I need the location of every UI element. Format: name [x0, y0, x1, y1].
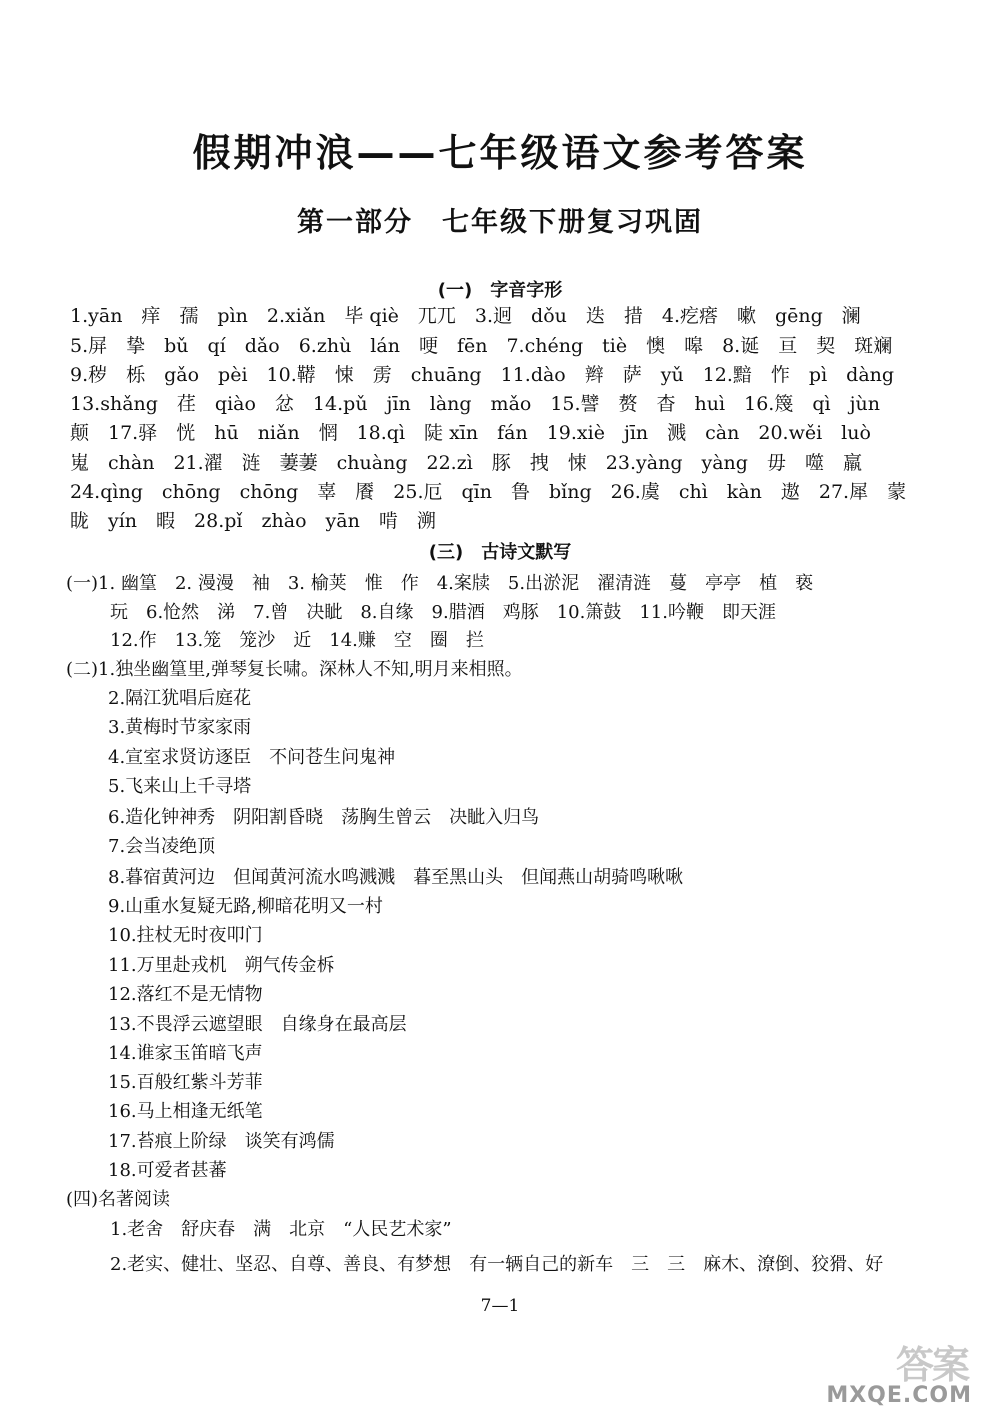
watermark-logo: [812, 1334, 972, 1408]
answer-line: 13.不畏浮云遮望眼 自缘身在最高层: [108, 1014, 407, 1035]
answer-line: 14.谁家玉笛暗飞声: [108, 1043, 263, 1064]
answer-line: 3.黄梅时节家家雨: [108, 717, 252, 738]
answer-line: 8.暮宿黄河边 但闻黄河流水鸣溅溅 暮至黑山头 但闻燕山胡骑鸣啾啾: [108, 867, 684, 888]
answer-line: 11.万里赴戎机 朔气传金柝: [108, 955, 335, 976]
section-heading-poetry: (三) 古诗文默写: [428, 542, 572, 563]
answer-line: 颠 17.驿 恍 hū niǎn 惘 18.qì 陡 xīn fán 19.xiè jīn 溅 càn 20.wěi luò: [70, 422, 871, 444]
answer-line: 眬 yín 暇 28.pǐ zhào yān 啃 溯: [70, 510, 436, 532]
answer-line: 10.拄杖无时夜叩门: [108, 925, 263, 946]
answer-line: 5.飞来山上千寻塔: [108, 776, 252, 797]
answer-line: 12.作 13.笼 笼沙 近 14.赚 空 圈 拦: [110, 630, 484, 651]
answer-line: 嵬 chàn 21.濯 涟 萋萋 chuàng 22.zì 豚 拽 悚 23.yàng yàng 毋 噬 羸: [70, 452, 862, 474]
answer-line: 15.百般红紫斗芳菲: [108, 1072, 263, 1093]
answer-line: 1.老舍 舒庆春 满 北京 “人民艺术家”: [110, 1219, 452, 1240]
answer-line: 9.秽 栎 gǎo pèi 10.鞯 悚 雳 chuāng 11.dào 辫 萨 yǔ 12.黯 怍 pì dàng: [70, 364, 895, 386]
answer-line: 4.宣室求贤访逐臣 不问苍生问鬼神: [108, 747, 396, 768]
answer-line: (一)1. 幽篁 2. 漫漫 袖 3. 榆荚 惟 作 4.案牍 5.出淤泥 濯清涟 蔓 亭亭 植 亵: [66, 573, 814, 594]
watermark-site-text: MXQE.COM: [826, 1383, 972, 1408]
answer-line: 玩 6.怆然 涕 7.曾 决眦 8.自缘 9.腊酒 鸡豚 10.箫鼓 11.吟鞭 即天涯: [110, 602, 776, 623]
page-title: 假期冲浪——七年级语文参考答案: [192, 131, 808, 175]
watermark-big-text: 答案: [895, 1343, 968, 1387]
answer-line: 18.可爱者甚蕃: [108, 1160, 227, 1181]
answer-line: 16.马上相逢无纸笔: [108, 1101, 263, 1122]
answer-line: 24.qìng chōng chōng 辜 餍 25.厄 qīn 鲁 bǐng 26.虞 chì kàn 遨 27.犀 蒙: [70, 481, 907, 503]
answer-line: (二)1.独坐幽篁里,弹琴复长啸。深林人不知,明月来相照。: [66, 659, 523, 680]
answer-line: 5.屏 挚 bǔ qí dǎo 6.zhù lán 哽 fēn 7.chéng tiè 懊 嗥 8.诞 亘 契 斑斓: [70, 335, 893, 357]
page-number: 7—1: [480, 1296, 520, 1316]
answer-line: 2.隔江犹唱后庭花: [108, 688, 252, 709]
answer-line: 13.shǎng 荏 qiào 忿 14.pǔ jīn làng mǎo 15.譬 赘 杳 huì 16.篾 qì jùn: [70, 393, 880, 415]
section-heading-pronunciation: (一) 字音字形: [437, 280, 563, 301]
answer-line: 6.造化钟神秀 阴阳割昏晓 荡胸生曾云 决眦入归鸟: [108, 807, 540, 828]
answer-line: 17.苔痕上阶绿 谈笑有鸿儒: [108, 1131, 335, 1152]
answer-line: 7.会当凌绝顶: [108, 836, 216, 857]
part-subtitle: 第一部分 七年级下册复习巩固: [297, 207, 703, 238]
answer-line: 2.老实、健壮、坚忍、自尊、善良、有梦想 有一辆自己的新车 三 三 麻木、潦倒、狡猾、好: [110, 1254, 884, 1275]
answer-line: 12.落红不是无情物: [108, 984, 263, 1005]
answer-line: (四)名著阅读: [66, 1189, 171, 1210]
answer-line: 1.yān 痒 孺 pìn 2.xiǎn 毕 qiè 兀兀 3.迥 dǒu 迭 措 4.疙瘩 嗽 gēng 澜: [70, 305, 861, 327]
answer-line: 9.山重水复疑无路,柳暗花明又一村: [108, 896, 383, 917]
